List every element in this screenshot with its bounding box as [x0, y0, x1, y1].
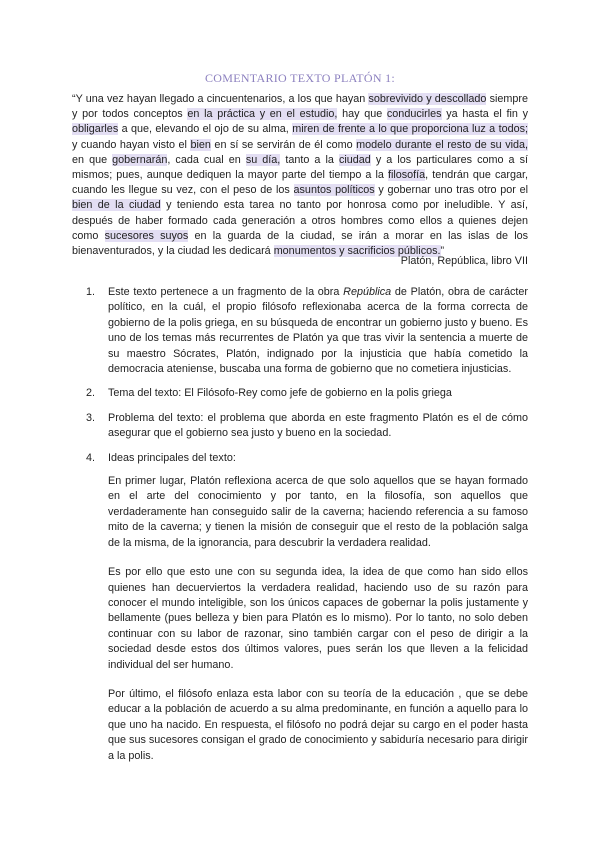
quote-segment: y teniendo esta tarea no tanto por honrosa como por ineludible. Y así, después de haber formado cada generación a otros hombres como ellos a quienes dejen como: [72, 199, 528, 242]
list-item: [86, 285, 528, 377]
item-text: Tema del texto: El Filósofo-Rey como jefe de gobierno en la polis griega: [108, 387, 452, 400]
quote-highlight: bien: [190, 138, 211, 151]
quote-segment: y a los particulares como a sí mismos; pues, aunque dediquen la mayor parte del tiempo a la: [72, 153, 528, 182]
item-number: 3.: [86, 411, 96, 424]
quote-segment: en la guarda de la ciudad, se irán a morar en las islas de los bienaventurados, y la ciudad les dedicará: [72, 229, 528, 258]
quote-segment: , cada cual en: [167, 153, 246, 166]
quote-highlight: bien de la ciudad: [72, 199, 161, 212]
quote-segment: a que, elevando el ojo de su alma,: [118, 123, 293, 136]
commentary-list: [86, 285, 528, 773]
idea-paragraph: En primer lugar, Platón reflexiona acerca de que solo aquellos que se hayan formado en el arte del conocimiento y por tanto, en la filosofía, son aquellos que verdaderamente han conseguido salir de la caverna; haciendo referencia a su famoso mito de la caverna; y tienen la misión de conseguir que el resto de la población salga de la misma, de la ignorancia, para descubrir la verdadera realidad.: [108, 475, 528, 549]
quote-highlight: obligarles: [72, 123, 119, 136]
item-text: Problema del texto: el problema que aborda en este fragmento Platón es el de cómo asegurar que el gobierno sea justo y bueno en la sociedad.: [108, 411, 528, 440]
quote-highlight: miren de frente a lo que proporciona luz a todos;: [292, 123, 528, 136]
item-text: Ideas principales del texto:: [108, 451, 236, 464]
quote-highlight: modelo durante el resto de su vida,: [356, 138, 528, 151]
list-item: [86, 386, 528, 401]
quote-segment: tanto a la: [280, 153, 339, 166]
quote-segment: en que: [72, 153, 113, 166]
document-title: COMENTARIO TEXTO PLATÓN 1:: [204, 71, 396, 85]
quote-highlight: gobernarán: [112, 153, 168, 166]
item-number: 4.: [86, 451, 96, 464]
quote-segment: ya hasta el fin y: [441, 108, 529, 121]
idea-paragraph: Por último, el filósofo enlaza esta labor con su teoría de la educación , que se debe educar a la población de acuerdo a su alma predominante, en función a aquello para lo que uno ha nacido. En respuesta, el filósofo no podrá dejar su cargo en el poder hasta que sus sucesores consigan el grado de conocimiento y sabiduría necesario para dirigir a la polis.: [108, 687, 528, 762]
main-ideas: [108, 474, 528, 764]
item-text-part: de Platón, obra de carácter político, en la cuál, el propio filósofo reflexionaba acerca de la forma correcta de gobierno de la polis griega, en su búsqueda de encontrar un gobierno justo y bueno. Es uno de los temas más recurrentes de Platón ya que tras vivir la sentencia a muerte de su maestro Sócrates, Platón, indignado por la injusticia que había cometido la democracia ateniense, buscaba una forma de gobierno que no cometiera injusticias.: [108, 286, 528, 376]
list-item: [86, 451, 528, 764]
quote-highlight: su día,: [245, 153, 281, 166]
quote-segment: , tendrán que cargar, cuando les llegue su vez, con el peso de los: [72, 169, 528, 197]
quote-highlight: en la práctica y en el estudio,: [187, 108, 338, 121]
quote-highlight: ciudad: [338, 153, 371, 166]
list-item: [86, 411, 528, 442]
quote-segment: “Y una vez hayan llegado a cincuentenarios, a los que hayan: [72, 93, 369, 105]
quote-segment: en sí se servirán de él como: [210, 138, 357, 151]
item-text: [108, 285, 528, 377]
idea-paragraph: Es por ello que esto une con su segunda idea, la idea de que como han sido ellos quienes han decuerviertos la verdadera realidad, haciendo uso de su razón para conocer el mundo inteligible, son los únicos capaces de gobernar la polis justamente y bellamente (pues belleza y bien para Platón es lo mismo). Por lo tanto, no solo deben continuar con su labor de razonar, sino también cargar con el peso de dirigir a la sociedad desde estos dos últimos valores, pues serán los que lleven a la felicidad individual del ser humano.: [108, 566, 528, 671]
quote-segment: ”: [440, 245, 445, 258]
quote-highlight: sucesores suyos: [104, 229, 189, 242]
quote-segment: y cuando hayan visto el: [72, 138, 191, 151]
quote-segment: hay que: [337, 108, 387, 121]
quote-highlight: sobrevivido y descollado: [368, 93, 487, 105]
quote-highlight: monumentos y sacrificios públicos.: [273, 245, 441, 258]
quote-highlight: filosofía: [387, 169, 426, 182]
book-title: República: [343, 286, 392, 298]
quote-attribution: Platón, República, libro VII: [400, 255, 528, 267]
quote-highlight: asuntos políticos: [293, 184, 375, 197]
item-number: 2.: [86, 387, 96, 400]
platon-quote: [72, 92, 528, 259]
quote-highlight: conducirles: [386, 108, 442, 121]
quote-segment: y gobernar uno tras otro por el: [374, 184, 528, 197]
item-text-part: Este texto pertenece a un fragmento de la obra: [108, 286, 344, 298]
item-number: 1.: [86, 286, 96, 298]
quote-segment: siempre y por todos conceptos: [72, 93, 528, 121]
